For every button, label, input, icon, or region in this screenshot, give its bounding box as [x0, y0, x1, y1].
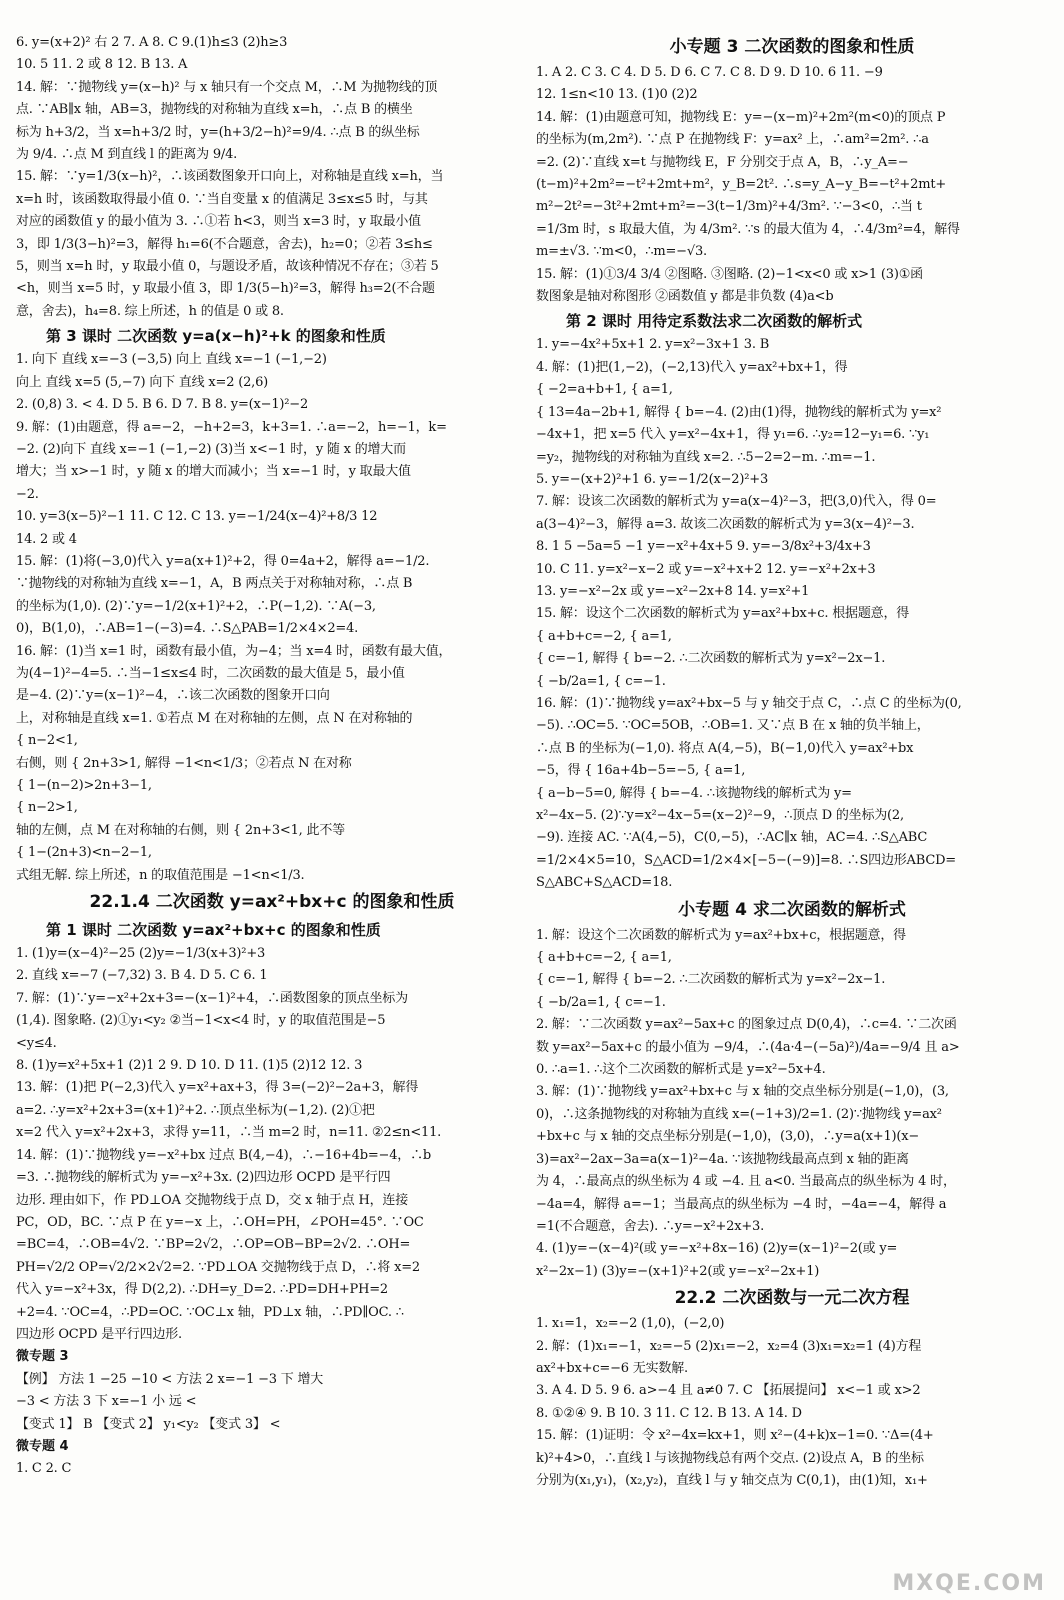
micro-topic-label: 微专题 4 — [16, 1438, 69, 1454]
answer-line: 对应的函数值 y 的最小值为 3. ∴①若 h<3，则当 x=3 时，y 取最小值 — [16, 214, 421, 230]
answer-line: 15. 解：(1)证明：令 x²−4x=kx+1，则 x²−(4+k)x−1=0. ∵Δ=(4+ — [536, 1428, 934, 1444]
answer-line: x²−4x−5. (2)∵y=x²−4x−5=(x−2)²−9，∴顶点 D 的坐标为(2, — [536, 808, 904, 823]
answer-line: 1. 解：设这个二次函数的解析式为 y=ax²+bx+c，根据题意，得 — [536, 927, 906, 943]
answer-line: { −2=a+b+1, { a=1, — [536, 382, 673, 398]
answer-line: 3，即 1/3(3−h)²=3，解得 h₁=6(不合题意，舍去)，h₂=0；②若 3≤h≤ — [16, 236, 433, 252]
answer-line: 7. 解：(1)∵y=−x²+2x+3=−(x−1)²+4，∴函数图象的顶点坐标为 — [16, 990, 408, 1006]
answer-line: 8. (1)y=x²+5x+1 (2)1 2 9. D 10. D 11. (1)5 (2)12 12. 3 — [16, 1058, 363, 1074]
answer-line: a=2. ∴y=x²+2x+3=(x+1)²+2. ∴顶点坐标为(−1,2). (2)①把 — [16, 1102, 375, 1118]
answer-line: =3. ∴抛物线的解析式为 y=−x²+3x. (2)四边形 OCPD 是平行四 — [16, 1170, 391, 1186]
answer-line: 16. 解：(1)当 x=1 时，函数有最小值，为−4；当 x=4 时，函数有最大值， — [16, 643, 452, 659]
answer-line: −9). 连接 AC. ∵A(4,−5)，C(0,−5)，∴AC∥x 轴，AC=4. ∴S△ABC — [536, 830, 928, 846]
answer-line: 1. C 2. C — [16, 1461, 72, 1477]
answer-line: 分别为(x₁,y₁)，(x₂,y₂)，直线 l 与 y 轴交点为 C(0,1)，由(1)知，x₁+ — [536, 1472, 928, 1488]
answer-line: 15. 解：∵y=1/3(x−h)²，∴该函数图象开口向上，对称轴是直线 x=h，当 — [16, 169, 444, 185]
answer-line: 8. 1 5 −5a=5 −1 y=−x²+4x+5 9. y=−3/8x²+3/4x+3 — [536, 539, 871, 555]
answer-line: =1/2×4×5=10，S△ACD=1/2×4×[−5−(−9)]=8. ∴S四边形ABCD= — [536, 852, 956, 868]
answer-line: { c=−1, 解得 { b=−2. ∴二次函数的解析式为 y=x²−2x−1. — [536, 651, 886, 667]
answer-line: 13. y=−x²−2x 或 y=−x²−2x+8 14. y=x²+1 — [536, 583, 810, 599]
answer-line: ∵抛物线的对称轴为直线 x=−1，A，B 两点关于对称轴对称，∴点 B — [16, 576, 413, 592]
answer-line: =1(不合题意，舍去). ∴y=−x²+2x+3. — [536, 1218, 765, 1234]
answer-line: 2. 解：(1)x₁=−1，x₂=−5 (2)x₁=−2，x₂=4 (3)x₁=x₂=1 (4)方程 — [536, 1338, 922, 1354]
right-answer-column — [536, 32, 1048, 1492]
answer-line: 【变式 1】 B 【变式 2】 y₁<y₂ 【变式 3】 < — [16, 1416, 281, 1432]
answer-line: 【例】 方法 1 −25 −10 < 方法 2 x=−1 −3 下 增大 — [16, 1371, 324, 1387]
answer-line: −2. (2)向下 直线 x=−1 (−1,−2) (3)当 x<−1 时，y 随 x 的增大而 — [16, 441, 406, 457]
answer-line: { −b/2a=1, { c=−1. — [536, 673, 666, 689]
answer-line: 代入 y=−x²+3x，得 D(2,2). ∴DH=y_D=2. ∴PD=DH+PH=2 — [16, 1282, 388, 1298]
answer-line: { a−b−5=0, 解得 { b=−4. ∴该抛物线的解析式为 y= — [536, 785, 852, 801]
answer-line: 右侧，则 { 2n+3>1, 解得 −1<n<1/3；②若点 N 在对称 — [16, 755, 352, 771]
answer-line: −5). ∴OC=5. ∵OC=5OB，∴OB=1. 又∵点 B 在 x 轴的负半轴上， — [536, 718, 930, 734]
answer-line: x²−2x−1) (3)y=−(x+1)²+2(或 y=−x²−2x+1) — [536, 1263, 820, 1279]
answer-line: 10. 5 11. 2 或 8 12. B 13. A — [16, 57, 188, 73]
answer-line: k)²+4>0，∴直线 l 与该抛物线总有两个交点. (2)设点 A，B 的坐标 — [536, 1450, 924, 1466]
answer-line: 10. y=3(x−5)²−1 11. C 12. C 13. y=−1/24(x−4)²+8/3 12 — [16, 509, 378, 525]
answer-line: m²−2t²=−3t²+2mt+m²=−3(t−1/3m)²+4/3m². ∵−3<0，∴当 t — [536, 199, 922, 215]
answer-line: 13. 解：(1)把 P(−2,3)代入 y=x²+ax+3，得 3=(−2)²−2a+3，解得 — [16, 1080, 419, 1096]
answer-line: 0)，B(1,0)，∴AB=1−(−3)=4. ∴S△PAB=1/2×4×2=4. — [16, 621, 359, 637]
answer-line: 式组无解. 综上所述，n 的取值范围是 −1<n<1/3. — [16, 867, 305, 883]
answer-line: 为 9/4. ∴点 M 到直线 l 的距离为 9/4. — [16, 147, 238, 163]
answer-line: 16. 解：(1)∵抛物线 y=ax²+bx−5 与 y 轴交于点 C，∴点 C 的坐标为(0, — [536, 695, 962, 711]
micro-topic-label: 微专题 3 — [16, 1349, 69, 1365]
answer-line: 15. 解：设这个二次函数的解析式为 y=ax²+bx+c. 根据题意，得 — [536, 606, 910, 622]
answer-line: { c=−1, 解得 { b=−2. ∴二次函数的解析式为 y=x²−2x−1. — [536, 972, 886, 988]
answer-line: 8. ①②④ 9. B 10. 3 11. C 12. B 13. A 14. D — [536, 1405, 802, 1421]
answer-line: 2. 解：∵二次函数 y=ax²−5ax+c 的图象过点 D(0,4)，∴c=4. ∵二次函 — [536, 1017, 957, 1033]
answer-line: 14. 解：(1)∵抛物线 y=−x²+bx 过点 B(4,−4)，∴−16+4b=−4，∴b — [16, 1147, 431, 1163]
answer-line: { −b/2a=1, { c=−1. — [536, 994, 666, 1010]
answer-line: −4a=4，解得 a=−1；当最高点的纵坐标为 −4 时，−4a=−4，解得 a — [536, 1196, 947, 1212]
answer-line: −5，得 { 16a+4b−5=−5, { a=1, — [536, 763, 746, 779]
lesson-heading: 第 3 课时 二次函数 y=a(x−h)²+k 的图象和性质 — [46, 327, 386, 346]
answer-line: 数 y=ax²−5ax+c 的最小值为 −9/4，∴(4a·4−(−5a)²)/4a=−9/4 且 a> — [536, 1039, 960, 1055]
answer-line: =BC=4，∴OB=4√2. ∵BP=2√2，∴OP=OB−BP=2√2. ∴OH= — [16, 1237, 411, 1253]
answer-line: <h，则当 x=5 时，y 取最小值 3，即 1/3(5−h)²=3，解得 h₃=2(不合题 — [16, 281, 435, 297]
answer-line: a(3−4)²−3，解得 a=3. 故该二次函数的解析式为 y=3(x−4)²−3. — [536, 516, 915, 532]
answer-line: { n−2<1, — [16, 733, 78, 749]
answer-line: 为(4−1)²−4=5. ∴当−1≤x≤4 时，二次函数的最大值是 5，最小值 — [16, 665, 405, 681]
answer-line: 标为 h+3/2，当 x=h+3/2 时，y=(h+3/2−h)²=9/4. ∴点 B 的纵坐标 — [16, 124, 420, 140]
answer-line: 2. (0,8) 3. < 4. D 5. B 6. D 7. B 8. y=(x−1)²−2 — [16, 397, 309, 413]
answer-line: { 13=4a−2b+1, 解得 { b=−4. (2)由(1)得，抛物线的解析式为 y=x² — [536, 404, 942, 420]
answer-line: 0)，∴这条抛物线的对称轴为直线 x=(−1+3)/2=1. (2)∵抛物线 y=ax² — [536, 1106, 942, 1122]
answer-line: 14. 2 或 4 — [16, 531, 77, 547]
answer-line: ∴点 B 的坐标为(−1,0). 将点 A(4,−5)，B(−1,0)代入 y=ax²+bx — [536, 740, 914, 756]
answer-line: 为 4，∴最高点的纵坐标为 4 或 −4. 且 a<0. 当最高点的纵坐标为 4 时， — [536, 1174, 956, 1190]
answer-line: 数图象是轴对称图形 ②函数值 y 都是非负数 (4)a<b — [536, 289, 834, 305]
answer-line: 14. 解：(1)由题意可知，抛物线 E：y=−(x−m)²+2m²(m<0)的顶点 P — [536, 109, 946, 125]
answer-line: 3. A 4. D 5. 9 6. a>−4 且 a≠0 7. C 【拓展提问】 x<−1 或 x>2 — [536, 1383, 921, 1399]
answer-line: 意，舍去)，h₄=8. 综上所述，h 的值是 0 或 8. — [16, 303, 284, 319]
answer-line: { n−2>1, — [16, 800, 78, 816]
section-heading: 小专题 3 二次函数的图象和性质 — [669, 37, 915, 57]
answer-line: 9. 解：(1)由题意，得 a=−2，−h+2=3，k+3=1. ∴a=−2，h=−1，k= — [16, 419, 447, 435]
answer-line: 12. 1≤n<10 13. (1)0 (2)2 — [536, 87, 698, 103]
answer-line: 的坐标为(m,2m²). ∵点 P 在抛物线 F：y=ax² 上，∴am²=2m². ∴a — [536, 132, 929, 148]
answer-line: 上，对称轴是直线 x=1. ①若点 M 在对称轴的左侧，点 N 在对称轴的 — [16, 710, 413, 726]
answer-line: +2=4. ∵OC=4，∴PD=OC. ∵OC⊥x 轴，PD⊥x 轴，∴PD∥OC. ∴ — [16, 1304, 404, 1320]
answer-line: 1. x₁=1，x₂=−2 (1,0)，(−2,0) — [536, 1316, 725, 1332]
answer-line: { a+b+c=−2, { a=1, — [536, 628, 672, 644]
section-heading: 22.2 二次函数与一元二次方程 — [674, 1288, 910, 1309]
answer-line: PH=√2/2 OP=√2/2×2√2=2. ∵PD⊥OA 交抛物线于点 D，∴将 x=2 — [16, 1259, 420, 1275]
answer-line: 6. y=(x+2)² 右 2 7. A 8. C 9.(1)h≤3 (2)h≥3 — [16, 35, 288, 50]
answer-line: 3. 解：(1)∵抛物线 y=ax²+bx+c 与 x 轴的交点坐标分别是(−1,0)，(3, — [536, 1084, 949, 1100]
answer-line: <y≤4. — [16, 1035, 57, 1051]
answer-line: 0. ∴a=1. ∴这个二次函数的解析式是 y=x²−5x+4. — [536, 1062, 826, 1078]
answer-line: 增大；当 x>−1 时，y 随 x 的增大而减小；当 x=−1 时，y 取最大值 — [16, 464, 411, 480]
answer-line: (1,4). 图象略. (2)①y₁<y₂ ②当−1<x<4 时，y 的取值范围是−5 — [16, 1013, 386, 1029]
answer-line: =2. (2)∵直线 x=t 与抛物线 E，F 分别交于点 A，B，∴y_A=− — [536, 154, 909, 170]
lesson-heading: 第 2 课时 用待定系数法求二次函数的解析式 — [566, 312, 863, 331]
answer-line: −3 < 方法 3 下 x=−1 小 远 < — [16, 1394, 197, 1410]
answer-line: 15. 解：(1)①3/4 3/4 ②图略. ③图略. (2)−1<x<0 或 x>1 (3)①函 — [536, 266, 923, 282]
section-heading: 22.1.4 二次函数 y=ax²+bx+c 的图象和性质 — [89, 892, 455, 913]
answer-line: −2. — [16, 486, 39, 502]
answer-line: { 1−(2n+3)<n−2−1, — [16, 845, 152, 861]
answer-line: 1. A 2. C 3. C 4. D 5. D 6. C 7. C 8. D 9. D 10. 6 11. −9 — [536, 65, 883, 80]
answer-line: 5，则当 x=h 时，y 取最小值 0，与题设矛盾，故该种情况不存在；③若 5 — [16, 259, 439, 275]
answer-line: 7. 解：设该二次函数的解析式为 y=a(x−4)²−3，把(3,0)代入，得 0= — [536, 494, 937, 510]
answer-line: (t−m)²+2m²=−t²+2mt+m²，y_B=2t². ∴s=y_A−y_B=−t²+2mt+ — [536, 177, 947, 193]
answer-line: −4x+1，把 x=5 代入 y=x²−4x+1，得 y₁=6. ∴y₂=12−y₁=6. ∵y₁ — [536, 427, 930, 443]
answer-line: =1/3m 时，s 取最大值，为 4/3m². ∵s 的最大值为 4，∴4/3m²=4，解得 — [536, 221, 960, 237]
lesson-heading: 第 1 课时 二次函数 y=ax²+bx+c 的图象和性质 — [46, 921, 381, 940]
answer-line: 向上 直线 x=5 (5,−7) 向下 直线 x=2 (2,6) — [16, 374, 269, 390]
answer-line: 5. y=−(x+2)²+1 6. y=−1/2(x−2)²+3 — [536, 471, 769, 487]
watermark: MXQE.COM — [892, 1571, 1046, 1596]
answer-line: { 1−(n−2)>2n+3−1, — [16, 778, 152, 793]
answer-line: 1. 向下 直线 x=−3 (−3,5) 向上 直线 x=−1 (−1,−2) — [16, 352, 327, 368]
answer-line: 14. 解：∵抛物线 y=(x−h)² 与 x 轴只有一个交点 M，∴M 为抛物线的顶 — [16, 79, 438, 95]
answer-line: 1. (1)y=(x−4)²−25 (2)y=−1/3(x+3)²+3 — [16, 946, 266, 962]
answer-line: 轴的左侧，点 M 在对称轴的右侧，则 { 2n+3<1, 此不等 — [16, 822, 345, 838]
answer-line: 4. (1)y=−(x−4)²(或 y=−x²+8x−16) (2)y=(x−1)²−2(或 y= — [536, 1241, 898, 1257]
answer-line: +bx+c 与 x 轴的交点坐标分别是(−1,0)，(3,0)，∴y=a(x+1)(x− — [536, 1129, 920, 1145]
answer-line: 3)=ax²−2ax−3a=a(x−1)²−4a. ∵该抛物线最高点到 x 轴的距离 — [536, 1151, 909, 1167]
answer-line: x=2 代入 y=x²+2x+3，求得 y=11，∴当 m=2 时，n=11. ②2≤n<11. — [16, 1125, 442, 1141]
answer-line: 15. 解：(1)将(−3,0)代入 y=a(x+1)²+2，得 0=4a+2，解得 a=−1/2. — [16, 553, 430, 569]
answer-line: 2. 直线 x=−7 (−7,32) 3. B 4. D 5. C 6. 1 — [16, 968, 268, 984]
answer-line: { a+b+c=−2, { a=1, — [536, 950, 672, 966]
left-answer-column — [16, 32, 528, 1481]
answer-line: 1. y=−4x²+5x+1 2. y=x²−3x+1 3. B — [536, 337, 770, 353]
answer-line: ax²+bx+c=−6 无实数解. — [536, 1360, 688, 1376]
answer-line: 点. ∵AB∥x 轴，AB=3，抛物线的对称轴为直线 x=h，∴点 B 的横坐 — [16, 102, 413, 118]
answer-line: 四边形 OCPD 是平行四边形. — [16, 1326, 182, 1342]
answer-line: x=h 时，该函数取得最小值 0. ∵当自变量 x 的值满足 3≤x≤5 时，与其 — [16, 191, 428, 207]
answer-line: 是−4. (2)∵y=(x−1)²−4，∴该二次函数的图象开口向 — [16, 688, 330, 704]
answer-line: 边形. 理由如下，作 PD⊥OA 交抛物线于点 D，交 x 轴于点 H，连接 — [16, 1192, 408, 1208]
answer-line: =y₂，抛物线的对称轴为直线 x=2. ∴5−2=2−m. ∴m=−1. — [536, 449, 876, 465]
section-heading: 小专题 4 求二次函数的解析式 — [678, 899, 906, 920]
answer-line: 10. C 11. y=x²−x−2 或 y=−x²+x+2 12. y=−x²+2x+3 — [536, 561, 876, 577]
answer-line: S△ABC+S△ACD=18. — [536, 875, 673, 891]
answer-line: PC，OD，BC. ∵点 P 在 y=−x 上，∴OH=PH，∠POH=45°. ∵OC — [16, 1214, 424, 1230]
answer-line: m=±√3. ∵m<0，∴m=−√3. — [536, 244, 707, 260]
answer-line: 4. 解：(1)把(1,−2)，(−2,13)代入 y=ax²+bx+1，得 — [536, 359, 848, 375]
answer-line: 的坐标为(1,0). (2)∵y=−1/2(x+1)²+2，∴P(−1,2). ∵A(−3, — [16, 598, 376, 614]
